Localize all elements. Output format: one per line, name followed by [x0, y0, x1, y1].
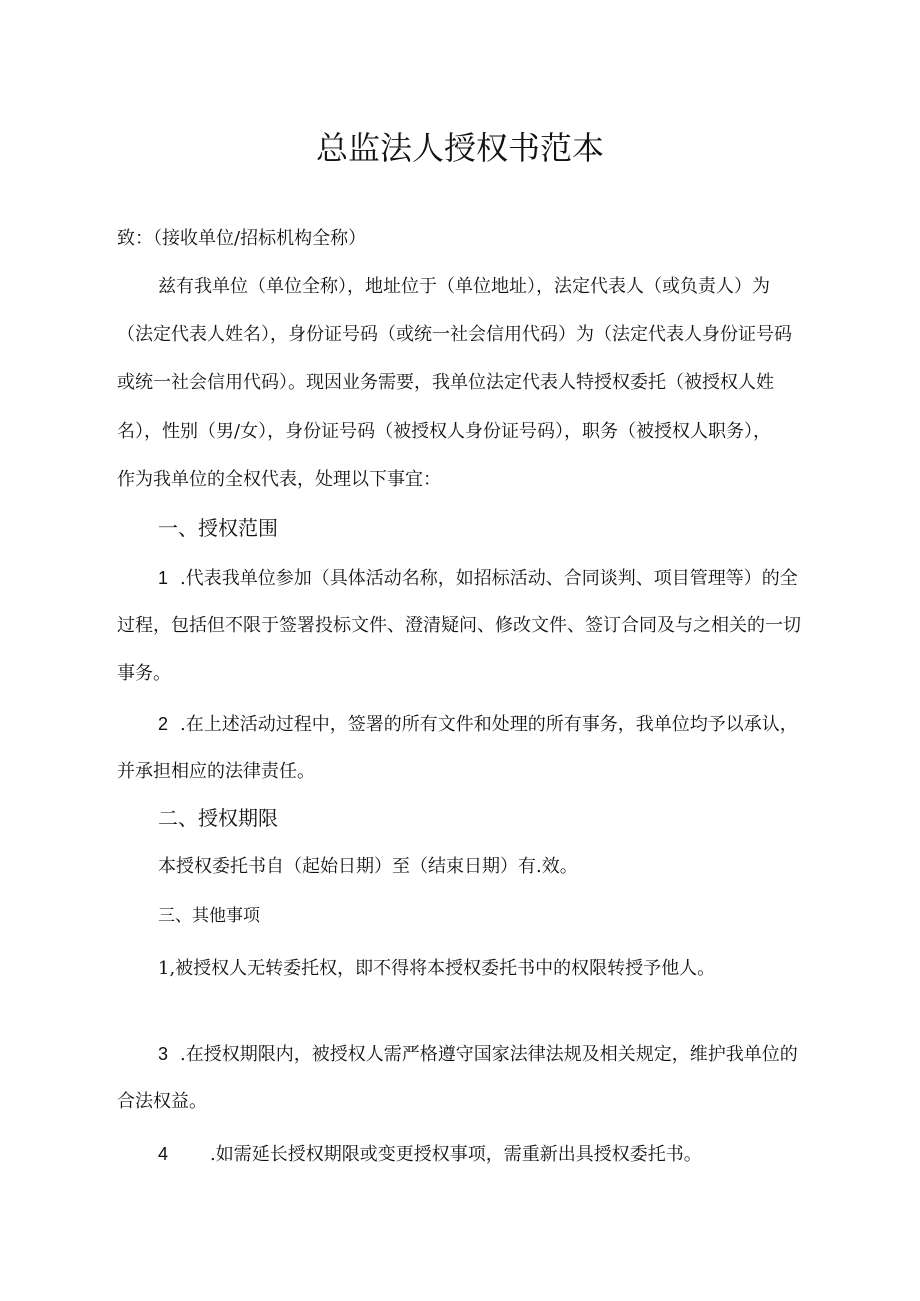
- section1-item1-number: 1: [158, 568, 169, 588]
- section1-item1-line-2: 过程，包括但不限于签署投标文件、澄清疑问、修改文件、签订合同及与之相关的一切: [117, 615, 801, 636]
- section1-item1-text: .代表我单位参加（具体活动名称，如招标活动、合同谈判、项目管理等）的全: [180, 568, 798, 589]
- section1-item1-line-3: 事务。: [117, 663, 171, 684]
- section2-text: 本授权委托书自（起始日期）至（结束日期）有.效。: [158, 856, 578, 877]
- section3-item1: 1,被授权人无转委托权，即不得将本授权委托书中的权限转授予他人。: [158, 958, 716, 979]
- section1-item2-line-1: [158, 712, 798, 737]
- section3-item4-text: .如需延长授权期限或变更授权事项，需重新出具授权委托书。: [210, 1144, 702, 1165]
- section1-heading: 一、授权范围: [158, 516, 278, 540]
- intro-line-5: 作为我单位的全权代表，处理以下事宜：: [117, 469, 441, 490]
- section3-item3-line-2: 合法权益。: [117, 1091, 207, 1112]
- section2-heading: 二、授权期限: [158, 806, 278, 830]
- section3-item4-line: [158, 1142, 702, 1167]
- section3-item3-text: .在授权期限内，被授权人需严格遵守国家法律法规及相关规定，维护我单位的: [180, 1044, 798, 1065]
- section3-item3-number: 3: [158, 1044, 169, 1064]
- section1-item2-line-2: 并承担相应的法律责任。: [117, 761, 315, 782]
- section1-item1-line-1: [158, 566, 798, 591]
- section3-item3-line-1: [158, 1042, 798, 1067]
- intro-line-3: 或统一社会信用代码）。现因业务需要，我单位法定代表人特授权委托（被授权人姓: [117, 372, 774, 393]
- section1-item2-number: 2: [158, 714, 169, 734]
- intro-line-2: （法定代表人姓名），身份证号码（或统一社会信用代码）为（法定代表人身份证号码: [117, 324, 792, 345]
- section1-item2-text: .在上述活动过程中，签署的所有文件和处理的所有事务，我单位均予以承认，: [180, 714, 798, 735]
- intro-line-1: 兹有我单位（单位全称），地址位于（单位地址），法定代表人（或负责人）为: [158, 276, 770, 297]
- section3-item4-number: 4: [158, 1144, 169, 1164]
- document-title: 总监法人授权书范本: [315, 129, 604, 167]
- addressee-line: 致：（接收单位/招标机构全称）: [117, 228, 367, 249]
- intro-line-4: 名），性别（男/女），身份证号码（被授权人身份证号码），职务（被授权人职务），: [117, 421, 772, 442]
- section3-heading: 三、其他事项: [158, 906, 260, 926]
